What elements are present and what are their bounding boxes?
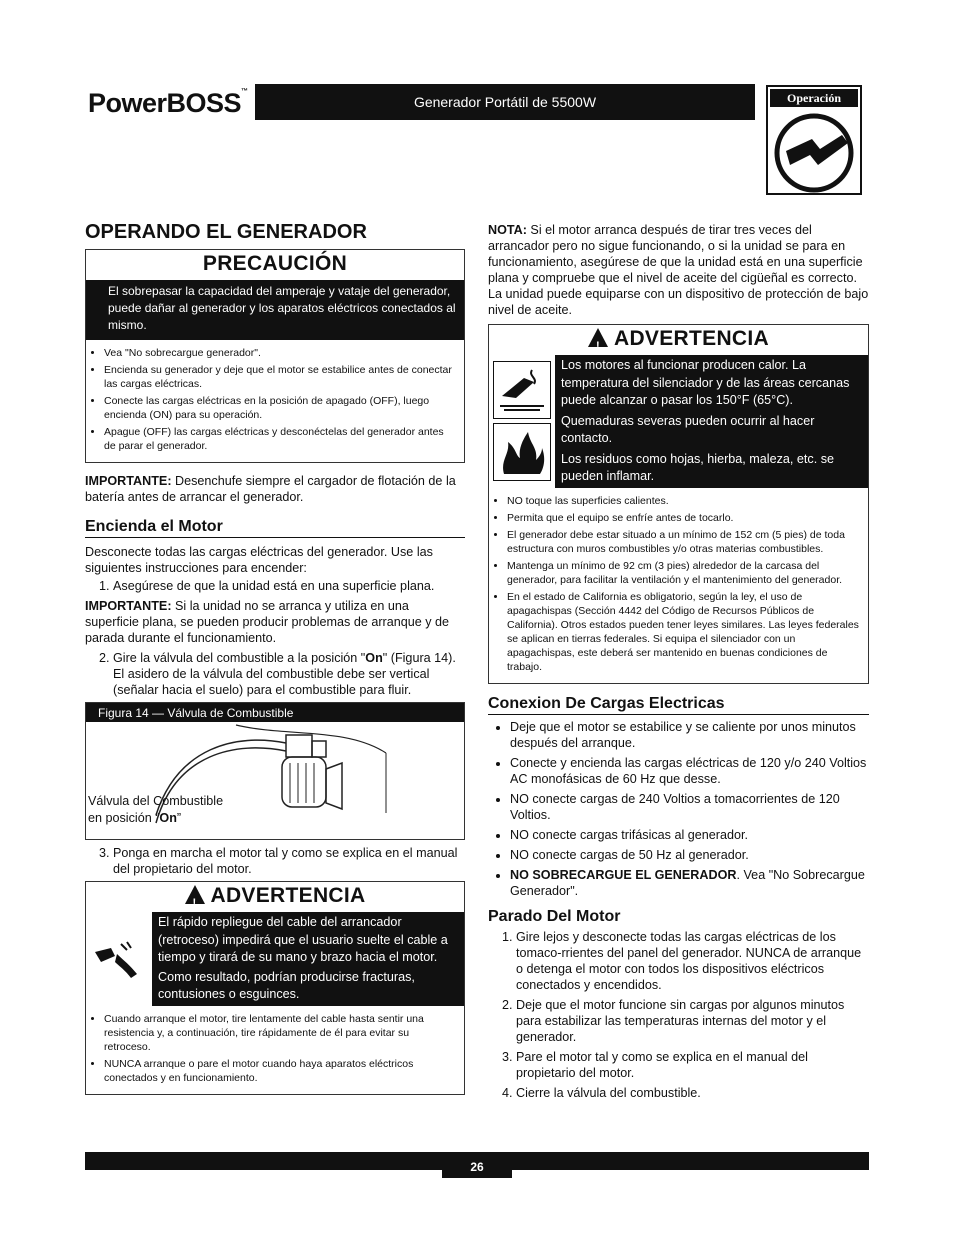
note-paragraph: NOTA: Si el motor arranca después de tirar tres veces del arrancador pero no sigue funcionando, o si la unidad se para en funcionamiento, asegúrese de que la unidad está en una superficie plana y compruebe que el nivel de aceite del cigüeñal es correcto. La unidad puede equiparse con un dispositivo de protección de bajo nivel de aceite. <box>488 223 869 317</box>
stop-list <box>488 929 869 1101</box>
list-item: • Vea "No sobrecargue generador". <box>104 346 458 360</box>
header-title: Generador Portátil de 5500W <box>413 94 597 110</box>
list-item: 3. Ponga en marcha el motor tal y como se explica en el manual del propietario del motor. <box>113 845 465 877</box>
list-item: • Encienda su generador y deje que el motor se estabilice antes de conectar las cargas eléctricas. <box>104 363 458 391</box>
list-item: • NUNCA arranque o pare el motor cuando haya aparatos eléctricos conectados y en funcionamiento. <box>104 1057 458 1085</box>
page-number: 26 <box>442 1152 512 1178</box>
list-item: • NO toque las superficies calientes. <box>507 494 864 508</box>
section-title: OPERANDO EL GENERADOR <box>85 221 367 243</box>
hot-surface-icon <box>768 109 860 193</box>
list-item: • Deje que el motor se estabilice y se caliente por unos minutos después del arranque. <box>510 719 869 751</box>
list-item: 2. Gire la válvula del combustible a la posición "On" (Figura 14). El asidero de la válvula del combustible debe ser vertical (señalar hacia el suelo) para el combustible para fluir. <box>113 650 465 698</box>
list-item: • Conecte y encienda las cargas eléctricas de 120 y/o 240 Voltios AC monofásicas de 60 Hz que desse. <box>510 755 869 787</box>
figure-label: Válvula del Combustible en posición “On” <box>88 794 224 825</box>
section-badge-title: Operación <box>770 89 858 107</box>
heat-warning-list <box>489 488 868 683</box>
figure-caption: Figura 14 — Válvula de Combustible <box>86 703 464 722</box>
list-item: • NO SOBRECARGUE EL GENERADOR. Vea "No Sobrecargue Generador". <box>510 867 869 899</box>
list-item: • NO conecte cargas trifásicas al generador. <box>510 827 869 843</box>
list-item: • Cuando arranque el motor, tire lentamente del cable hasta sentir una resistencia y, a continuación, tire rápidamente de él para evitar su retroceso. <box>104 1012 458 1054</box>
list-item: • Apague (OFF) las cargas eléctricas y desconéctelas del generador antes de parar el generador. <box>104 425 458 453</box>
list-item: 1. Gire lejos y desconecte todas las cargas eléctricas de los tomaco-rrientes del panel del generador. NUNCA de arranque o detenga el motor con todos los dispositivos eléctricos conectados y encendidos. <box>516 929 869 993</box>
recoil-warning-box <box>85 881 465 1095</box>
heat-warning-box <box>488 324 869 684</box>
heat-warning-body <box>489 355 868 488</box>
caution-heading: PRECAUCIÓN <box>202 252 348 275</box>
connect-heading: Conexion De Cargas Electricas <box>488 696 869 715</box>
start-step-1 <box>85 578 465 594</box>
right-column <box>488 222 869 1105</box>
caution-box <box>85 249 465 463</box>
list-item: • NO conecte cargas de 50 Hz al generador. <box>510 847 869 863</box>
recoil-warning-text: El rápido repliegue del cable del arrancador (retroceso) impedirá que el usuario suelte el cable a tiempo y tirará de su mano y brazo hacia el motor. Como resultado, podrían producirse fracturas, contusiones o esguinces. <box>152 912 464 1006</box>
start-intro: Desconecte todas las cargas eléctricas del generador. Use las siguientes instrucciones para encender: <box>85 545 433 575</box>
stop-heading: Parado Del Motor <box>488 907 621 925</box>
list-item: • Conecte las cargas eléctricas en la posición de apagado (OFF), luego encienda (ON) para su operación. <box>104 394 458 422</box>
list-item: 1. Asegúrese de que la unidad está en una superficie plana. <box>113 578 465 594</box>
list-item: • El generador debe estar situado a un mínimo de 152 cm (5 pies) de toda estructura con muros combustibles y/o otras materias combustibles. <box>507 528 864 556</box>
start-step-2 <box>85 650 465 698</box>
left-column <box>85 220 465 1095</box>
fire-icon <box>493 423 551 481</box>
list-item: 2. Deje que el motor funcione sin cargas por algunos minutos para estabilizar las temperaturas internas del motor y el generador. <box>516 997 869 1045</box>
list-item: • Mantenga un mínimo de 92 cm (3 pies) alrededor de la carcasa del generador, para facilitar la ventilación y el mantenimiento del generador. <box>507 559 864 587</box>
figure-14 <box>85 702 465 840</box>
list-item: • Permita que el equipo se enfríe antes de tocarlo. <box>507 511 864 525</box>
warning-icon: ! <box>588 328 608 347</box>
important-note: IMPORTANTE: Desenchufe siempre el cargador de flotación de la batería antes de arrancar el generador. <box>85 474 456 504</box>
hot-surface-icon <box>493 361 551 419</box>
header-bar <box>255 84 755 120</box>
heat-warning-text: Los motores al funcionar producen calor. La temperatura del silenciador y de las áreas cercanas puede alcanzar o pasar los 150°F (65°C). Quemaduras severas pueden ocurrir al hacer contacto. Los residuos como hojas, hierba, maleza, etc. se pueden inflamar. <box>555 355 868 488</box>
section-badge <box>766 85 862 195</box>
recoil-icon <box>86 912 152 1006</box>
brand-logo: PowerBOSS™ <box>88 88 248 118</box>
list-item: 4. Cierre la válvula del combustible. <box>516 1085 869 1101</box>
start-heading: Encienda el Motor <box>85 519 465 538</box>
start-step-3 <box>85 845 465 877</box>
recoil-warning-list <box>86 1006 464 1094</box>
connect-list <box>488 719 869 899</box>
warning-heading: ! ADVERTENCIA <box>489 325 868 355</box>
list-item: • En el estado de California es obligatorio, según la ley, el uso de apagachispas (Sección 4442 del Código de Recursos Públicos de California). Otros estados pueden tener leyes similares. Las leyes federales se aplican en tierras federales. Si equipa el silenciador con un apagachispas, este deberá ser mantenido en buenas condiciones de trabajo. <box>507 590 864 674</box>
list-item: 3. Pare el motor tal y como se explica en el manual del propietario del motor. <box>516 1049 869 1081</box>
warning-icon: ! <box>185 885 205 904</box>
warning-heading: ! ADVERTENCIA <box>86 882 464 912</box>
important-note-2: IMPORTANTE: Si la unidad no se arranca y utiliza en una superficie plana, se pueden producir problemas de arranque y de parada durante el funcionamiento. <box>85 599 450 645</box>
recoil-warning-body <box>86 912 464 1006</box>
caution-list <box>86 340 464 462</box>
caution-lead: El sobrepasar la capacidad del amperaje y vataje del generador, puede dañar al generador y los aparatos eléctricos conectados al mismo. <box>86 280 464 340</box>
list-item: • NO conecte cargas de 240 Voltios a tomacorrientes de 120 Voltios. <box>510 791 869 823</box>
